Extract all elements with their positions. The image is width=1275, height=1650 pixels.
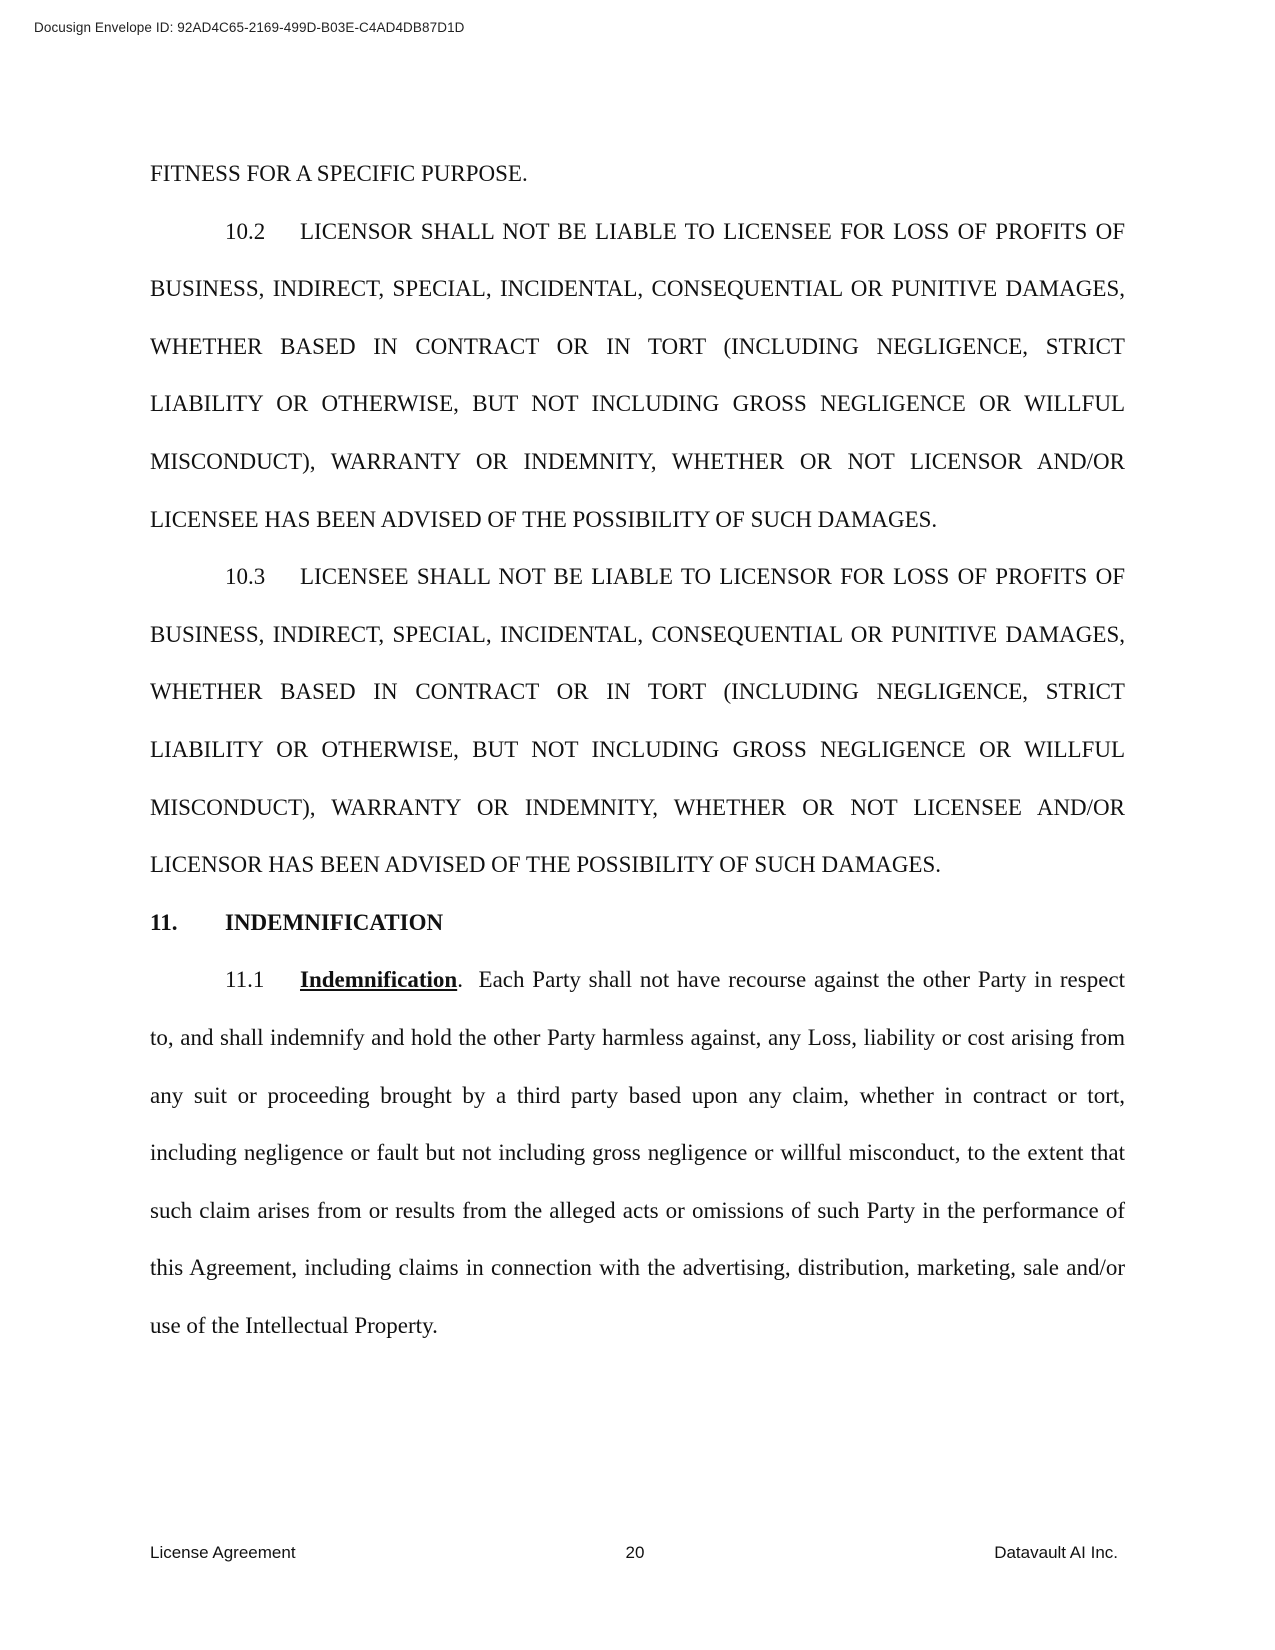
section-10-3-number: 10.3 bbox=[225, 564, 266, 590]
envelope-id: Docusign Envelope ID: 92AD4C65-2169-499D-B03E-C4AD4DB87D1D bbox=[34, 20, 465, 35]
document-body bbox=[150, 145, 1125, 1354]
section-11-1-title-punct: . bbox=[457, 967, 463, 993]
footer-page-number: 20 bbox=[625, 1543, 645, 1562]
section-11-title: INDEMNIFICATION bbox=[225, 909, 444, 935]
section-10-3 bbox=[150, 548, 1125, 894]
section-11-number: 11. bbox=[150, 909, 178, 935]
section-11-1 bbox=[150, 951, 1125, 1354]
section-11-1-title: Indemnification bbox=[300, 967, 458, 993]
section-11-heading bbox=[150, 894, 1125, 952]
section-11-1-number: 11.1 bbox=[225, 967, 265, 993]
footer-document-title: License Agreement bbox=[150, 1543, 296, 1562]
section-11-1-text: Each Party shall not have recourse against the other Party in respect to, and shall indemnify and hold the other Party harmless against, any Loss, liability or cost arising from any suit or proceeding brought by a third party based upon any claim, whether in contract or tort, including negligence or fault but not including gross negligence or willful misconduct, to the extent that such claim arises from or results from the alleged acts or omissions of such Party in the performance of this Agreement, including claims in connection with the advertising, distribution, marketing, sale and/or use of the Intellectual Property. bbox=[150, 967, 1125, 1338]
section-10-2 bbox=[150, 203, 1125, 549]
section-10-2-text: LICENSOR SHALL NOT BE LIABLE TO LICENSEE FOR LOSS OF PROFITS OF BUSINESS, INDIRECT, SPECIAL, INCIDENTAL, CONSEQUENTIAL OR PUNITIVE DAMAGES, WHETHER BASED IN CONTRACT OR IN TORT (INCLUDING NEGLIGENCE, STRICT LIABILITY OR OTHERWISE, BUT NOT INCLUDING GROSS NEGLIGENCE OR WILLFUL MISCONDUCT), WARRANTY OR INDEMNITY, WHETHER OR NOT LICENSOR AND/OR LICENSEE HAS BEEN ADVISED OF THE POSSIBILITY OF SUCH DAMAGES. bbox=[150, 218, 1125, 532]
section-10-2-number: 10.2 bbox=[225, 218, 266, 244]
footer-company-name: Datavault AI Inc. bbox=[994, 1543, 1118, 1562]
continuation-paragraph: FITNESS FOR A SPECIFIC PURPOSE. bbox=[150, 161, 528, 186]
section-10-3-text: LICENSEE SHALL NOT BE LIABLE TO LICENSOR FOR LOSS OF PROFITS OF BUSINESS, INDIRECT, SPECIAL, INCIDENTAL, CONSEQUENTIAL OR PUNITIVE DAMAGES, WHETHER BASED IN CONTRACT OR IN TORT (INCLUDING NEGLIGENCE, STRICT LIABILITY OR OTHERWISE, BUT NOT INCLUDING GROSS NEGLIGENCE OR WILLFUL MISCONDUCT), WARRANTY OR INDEMNITY, WHETHER OR NOT LICENSEE AND/OR LICENSOR HAS BEEN ADVISED OF THE POSSIBILITY OF SUCH DAMAGES. bbox=[150, 564, 1125, 878]
